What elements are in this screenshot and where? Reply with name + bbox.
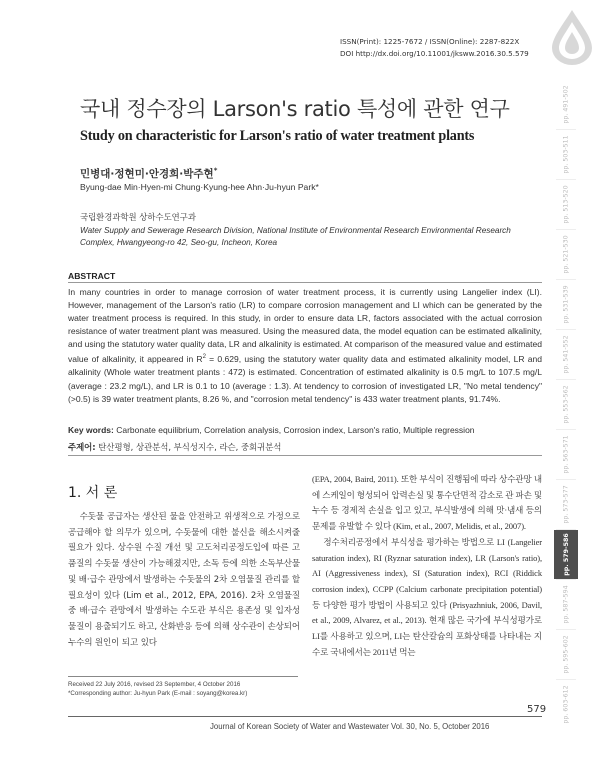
side-index-tab[interactable]: [554, 380, 578, 429]
side-index-label: pp. 541-552: [562, 335, 570, 374]
abstract-bottom-rule: [68, 455, 542, 456]
side-index-tab[interactable]: [554, 680, 578, 729]
page-number: 579: [527, 704, 547, 715]
left-column: [68, 510, 300, 651]
side-index-label: pp. 503-511: [562, 135, 570, 174]
side-index-tab[interactable]: [554, 280, 578, 329]
keywords-text: Carbonate equilibrium, Correlation analysis, Corrosion index, Larson's ratio, Multiple regression: [116, 425, 475, 435]
side-index-tab[interactable]: [554, 180, 578, 229]
keywords-korean-label: 주제어:: [68, 442, 96, 452]
corresponding-author: *Corresponding author: Ju-hyun Park (E-mail : soyang@korea.kr): [68, 690, 248, 697]
keywords-korean: [68, 441, 281, 453]
title-korean: 국내 정수장의 Larson's ratio 특성에 관한 연구: [80, 97, 510, 121]
abstract-text-1: In many countries in order to manage corrosion of water treatment process, it is currently using Langelier index (LI). However, management of the Larson's ratio (LR) to compare corrosion management and LI which can be generated by the water treatment process is required. In this study, in order to ensure data LR, factors associated with the actual corrosion resistance of water treatment plant was measured. Using the measured data, the model equation can be estimated alkalinity, and using the statutory water quality data, LR and alkalinity is estimated. At comparison of the measured value and estimated value of alkalinity, it appeared in R: [68, 287, 542, 365]
doi-link[interactable]: DOI http://dx.doi.org/10.11001/jksww.2016.30.5.579: [340, 49, 529, 58]
abstract-text-2: = 0.629, using the statutory water quality data and estimated alkalinity model, LR and alkalinity (Whole water treatment plants : 472) is estimated. Concentration of estimated alkalinity is 0.5 mg/L to 107.5 mg/L (average : 23.2 mg/L), and LR is 0.1 to 10 (average : 1.3). At tendency to corrosion of investigated LR, "No metal tendency" (>0.5) is 39 water treatment plants, 8.26 %, and "corrosion metal tendency" is 433 water treatment plants, 91.74%.: [68, 354, 543, 404]
side-index-tab[interactable]: [554, 630, 578, 679]
side-index-label: pp. 595-602: [562, 635, 570, 674]
side-index-label: pp. 553-562: [562, 385, 570, 424]
authors-korean-names: 민병대·정현미·안경희·박주현: [80, 168, 214, 180]
keywords-korean-text: 탄산평형, 상관분석, 부식성지수, 라슨, 중회귀분석: [98, 442, 282, 452]
right-column: [312, 472, 542, 660]
journal-citation: Journal of Korean Society of Water and Wastewater Vol. 30, No. 5, October 2016: [210, 722, 490, 731]
authors-english: Byung-dae Min·Hyen-mi Chung·Kyung-hee Ahn·Ju-hyun Park*: [80, 182, 319, 192]
side-index-label: pp. 491-502: [562, 85, 570, 124]
received-dates: Received 22 July 2016, revised 23 September, 4 October 2016: [68, 681, 241, 688]
side-index-tab[interactable]: [554, 430, 578, 479]
abstract-body: [68, 286, 542, 406]
side-index-label: pp. 563-571: [562, 435, 570, 474]
footnote-rule: [68, 676, 298, 677]
institution-korean: 국립환경과학원 상하수도연구과: [80, 212, 196, 222]
footer-rule: [68, 716, 542, 717]
side-index-label: pp. 603-612: [562, 685, 570, 724]
side-index-tab[interactable]: [554, 480, 578, 529]
side-index-tab[interactable]: [554, 230, 578, 279]
side-index-label: pp. 513-520: [562, 185, 570, 224]
side-index-tab[interactable]: [554, 130, 578, 179]
side-index-label: pp. 579-586: [562, 533, 570, 576]
issn-line: ISSN(Print): 1225-7672 / ISSN(Online): 2287-822X: [340, 37, 520, 46]
paragraph: 정수처리공정에서 부식성을 평가하는 방법으로 LI (Langelier saturation index), RI (Ryznar saturation index), LR (Larson's ratio), AI (Aggressiveness index), SI (Saturation index), RCI (Riddick corrosion index), CCPP (Calcium carbonate precipitation potential) 등 다양한 평가 방법이 사용되고 있다 (Prisyazhniuk, 2006, Davil, et al., 2009, Alvarez, et al., 2013). 현재 많은 국가에 부식성평가로 LI를 사용하고 있으며, LI는 탄산칼슘의 포화상태를 나타내는 지수로 국내에서는 2011년 먹는: [312, 536, 542, 657]
institution-english: Water Supply and Sewerage Research Division, National Institute of Environmental Research Environmental Research Complex, Hwangyeong-ro 42, Seo-gu, Incheon, Korea: [80, 226, 511, 247]
footnote: [68, 680, 308, 698]
paragraph: (EPA, 2004, Baird, 2011). 또한 부식이 진행됨에 따라 상수관망 내에 스케일이 형성되어 압력손실 및 통수단면적 감소로 관 파손 및 누수 등 경제적 손실을 입고 있고, 부식발생에 의해 맛·냄새 등의 문제를 유발할 수 있다 (Kim, et al., 2007, Melidis, et al., 2007).: [312, 474, 542, 532]
side-index-label: pp. 587-594: [562, 585, 570, 624]
side-index-tab[interactable]: [554, 330, 578, 379]
abstract-superscript: 2: [202, 354, 206, 361]
side-index-label: pp. 531-539: [562, 285, 570, 324]
keywords: [68, 425, 542, 435]
title-english: Study on characteristic for Larson's ratio of water treatment plants: [80, 128, 475, 144]
abstract-top-rule: [68, 282, 542, 283]
paragraph: 수돗물 공급자는 생산된 물을 안전하고 위생적으로 가정으로 공급해야 할 의무가 있으며, 수돗물에 대한 불신을 해소시켜줄 필요가 있다. 상수원 수질 개선 및 고도처리공정도입에 따른 고품질의 수돗물 생산이 가능해졌지만, 소독 등에 의한 소독부산물 및 배·급수 관망에서 발생하는 수돗물의 2차 오염물질 관리를 할 필요성이 있다 (Lim et al., 2012, EPA, 2016). 2차 오염물질 중 배·급수 관망에서 발생하는 수도관 부식은 용존성 및 입자성 물질이 용출되기도 하고, 산화반응 등에 의해 상수관이 손상되어 누수의 원인이 되고 있다: [68, 512, 300, 648]
article-meta: [340, 36, 585, 60]
side-index-tab[interactable]: [554, 580, 578, 629]
keywords-label: Key words:: [68, 425, 114, 435]
authors-korean: [80, 166, 217, 181]
side-index-label: pp. 521-530: [562, 235, 570, 274]
side-index-tab[interactable]: [554, 80, 578, 129]
side-index-tab[interactable]: [554, 530, 578, 579]
side-index-label: pp. 573-577: [562, 485, 570, 524]
abstract-heading: ABSTRACT: [68, 271, 116, 281]
corresponding-mark: *: [213, 166, 218, 175]
section-heading-introduction: 1. 서 론: [68, 485, 118, 501]
